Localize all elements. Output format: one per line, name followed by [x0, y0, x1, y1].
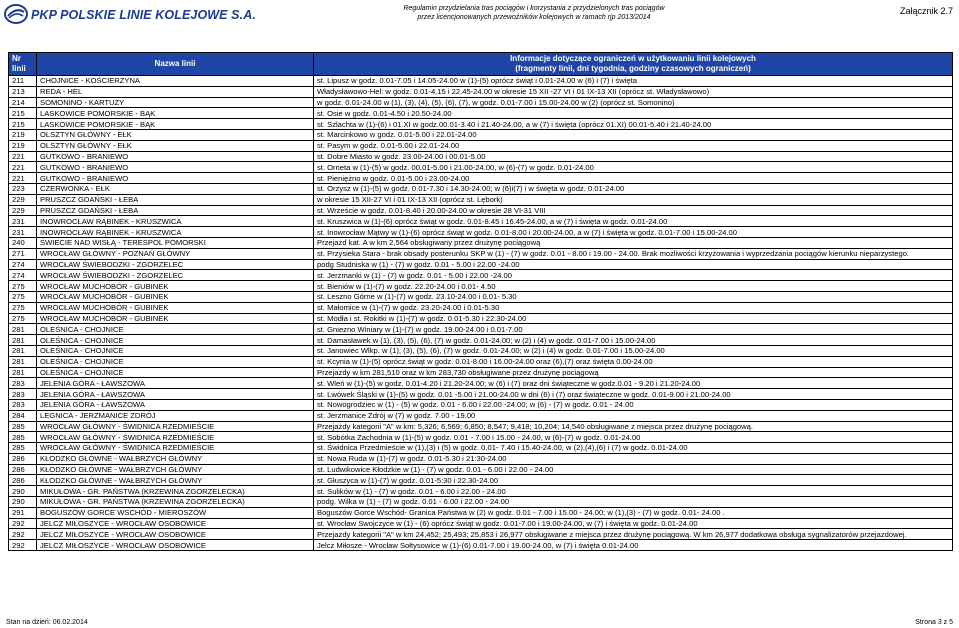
table-row: [9, 324, 953, 335]
line-name-cell: LASKOWICE POMORSKIE - BĄK: [37, 119, 314, 130]
line-name-cell: CHOJNICE - KOŚCIERZYNA: [37, 76, 314, 87]
line-number-cell: 215: [9, 119, 37, 130]
line-number-cell: 281: [9, 367, 37, 378]
annex-label: Załącznik 2.7: [899, 6, 953, 16]
table-row: [9, 345, 953, 356]
restriction-info-cell: st. Damasławek w (1), (3), (5), (6), (7) w godz. 0.01-24.00; w (2) i (4) w godz. 0.01-7.00 i 15.00-24.00: [314, 335, 953, 346]
restriction-info-cell: st. Bieniów w (1)-(7) w godz. 22.20-24.00 i 0.01- 4.50: [314, 281, 953, 292]
table-row: [9, 140, 953, 151]
column-header-info: [314, 53, 953, 76]
line-number-cell: 275: [9, 291, 37, 302]
restriction-info-cell: st. Jerzmanki w (1) - (7) w godz. 0.01 - 5.00 i 22.00 -24.00: [314, 270, 953, 281]
line-number-cell: 283: [9, 378, 37, 389]
line-name-cell: OLSZTYN GŁÓWNY - EŁK: [37, 140, 314, 151]
restriction-info-cell: st. Sobótka Zachodnia w (1)-(5) w godz. 0.01 - 7.00 i 15.00 - 24.00, w (6)-(7) w godz. 0.01-24.00: [314, 432, 953, 443]
restriction-info-cell: podg Studniska w (1) - (7) w godz. 0.01 - 5.00 i 22.00 -24.00: [314, 259, 953, 270]
line-name-cell: PRUSZCZ GDAŃSKI - ŁEBA: [37, 205, 314, 216]
table-row: [9, 453, 953, 464]
line-name-cell: CZERWONKA - EŁK: [37, 183, 314, 194]
table-row: [9, 464, 953, 475]
table-row: [9, 529, 953, 540]
line-number-cell: 231: [9, 227, 37, 238]
line-number-cell: 213: [9, 86, 37, 97]
restriction-info-cell: w okresie 15 XII-27 VI i 01 IX-13 XII (oprócz st. Lębork): [314, 194, 953, 205]
line-name-cell: INOWROCŁAW RĄBINEK - KRUSZWICA: [37, 216, 314, 227]
restriction-info-cell: st. Osie w godz. 0.01-4.50 i 20.50-24.00: [314, 108, 953, 119]
line-name-cell: LASKOWICE POMORSKIE - BĄK: [37, 108, 314, 119]
line-name-cell: JELCZ MIŁOSZYCE - WROCŁAW OSOBOWICE: [37, 529, 314, 540]
line-number-cell: 292: [9, 518, 37, 529]
column-header-nr: Nr linii: [9, 53, 37, 76]
restriction-info-cell: st. Kruszwica w (1)-(6) oprócz świąt w godz. 0.01-8.45 i 16.45-24.00, a w (7) i święta w godz. 0.01-24.00: [314, 216, 953, 227]
line-number-cell: 214: [9, 97, 37, 108]
table-row: [9, 443, 953, 454]
restriction-info-cell: st. Pasym w godz. 0.01-5.00 i 22.01-24.00: [314, 140, 953, 151]
line-name-cell: KŁODZKO GŁÓWNE - WAŁBRZYCH GŁÓWNY: [37, 464, 314, 475]
line-number-cell: 281: [9, 356, 37, 367]
restriction-info-cell: st. Kcynia w (1)-(5) oprócz świąt w godz. 0.01-8.00 i 16.00-24.00 oraz (6),(7) oraz święta 0.00-24.00: [314, 356, 953, 367]
line-name-cell: GUTKOWO - BRANIEWO: [37, 173, 314, 184]
line-number-cell: 284: [9, 410, 37, 421]
line-number-cell: 286: [9, 475, 37, 486]
table-row: [9, 151, 953, 162]
table-row: [9, 421, 953, 432]
line-number-cell: 219: [9, 129, 37, 140]
line-number-cell: 223: [9, 183, 37, 194]
table-row: [9, 518, 953, 529]
table-row: [9, 237, 953, 248]
line-name-cell: WROCŁAW GŁÓWNY - ŚWIDNICA RZEDMIEŚCIE: [37, 421, 314, 432]
restriction-info-cell: w godz. 0.01-24.00 w (1), (3), (4), (5), (6), (7), w godz. 0.01-7.00 i 15.00-24.00 w (2) (oprócz st. Somonino): [314, 97, 953, 108]
restriction-info-cell: st. Modła i st. Rokitki w (1)-(7) w godz. 0.01-5.30 i 22.30-24.00: [314, 313, 953, 324]
line-number-cell: 229: [9, 205, 37, 216]
restriction-info-cell: Jelcz Miłosze - Wrocław Sołtysowice w (1)-(6) 0.01-7.00 i 19.00-24.00, w (7) i święta 0.01-24.00: [314, 540, 953, 551]
restriction-info-cell: st. Wrzeście w godz. 0.01-8.40 i 20.00-24.00 w okresie 28 VI-31 VIII: [314, 205, 953, 216]
line-name-cell: WROCŁAW MUCHOBÓR - GUBINEK: [37, 291, 314, 302]
line-number-cell: 292: [9, 529, 37, 540]
table-row: [9, 313, 953, 324]
table-row: [9, 86, 953, 97]
line-name-cell: INOWROCŁAW RĄBINEK - KRUSZWICA: [37, 227, 314, 238]
line-name-cell: KŁODZKO GŁÓWNE - WAŁBRZYCH GŁÓWNY: [37, 475, 314, 486]
restriction-info-cell: st. Lwówek Śląski w (1)-(5) w godz. 0.01 -5.00 i 21.00-24.00 w dni (6) i (7) oraz świąteczne w godz. 0.01-9.00 i 21.00-24.00: [314, 389, 953, 400]
restriction-info-cell: st. Leszno Górne w (1)-(7) w godz. 23.10-24.00 i 0.01- 5.30: [314, 291, 953, 302]
line-number-cell: 221: [9, 173, 37, 184]
table-row: [9, 432, 953, 443]
line-number-cell: 271: [9, 248, 37, 259]
line-number-cell: 281: [9, 335, 37, 346]
line-name-cell: GUTKOWO - BRANIEWO: [37, 162, 314, 173]
line-name-cell: SOMONINO - KARTUZY: [37, 97, 314, 108]
restriction-info-cell: Boguszów Gorce Wschód- Granica Państwa w (2) w godz. 0.01 - 7.00 i 15.00 - 24.00; w (1),(3) - (7) w godz. 0.01- 24.00 .: [314, 507, 953, 518]
line-name-cell: JELENIA GÓRA - ŁAWSZOWA: [37, 399, 314, 410]
table-row: [9, 119, 953, 130]
line-number-cell: 285: [9, 432, 37, 443]
restriction-info-cell: st. Lipusz w godz. 0.01-7.05 i 14.05-24.00 w (1)-(5) oprócz świąt i 0.01-24.00 w (6) i (7) i święta: [314, 76, 953, 87]
line-name-cell: WROCŁAW GŁÓWNY - POZNAŃ GŁÓWNY: [37, 248, 314, 259]
line-number-cell: 240: [9, 237, 37, 248]
restriction-info-cell: st. Marcinkowo w godz. 0.01-5.00 i 22.01-24.00: [314, 129, 953, 140]
pkp-logo: [4, 3, 256, 27]
line-number-cell: 275: [9, 302, 37, 313]
line-name-cell: WROCŁAW MUCHOBÓR - GUBINEK: [37, 313, 314, 324]
line-name-cell: OLEŚNICA - CHOJNICE: [37, 324, 314, 335]
line-number-cell: 211: [9, 76, 37, 87]
table-row: [9, 302, 953, 313]
restriction-info-cell: st. Szlachta w (1)-(6) i 01.XI w godz.00.01-3.40 i 21.40-24.00, a w (7) i święta (oprócz 01.XI) 00.01-5.40 i 21.40-24.00: [314, 119, 953, 130]
table-row: [9, 183, 953, 194]
table-row: [9, 410, 953, 421]
table-row: [9, 335, 953, 346]
line-number-cell: 285: [9, 443, 37, 454]
line-name-cell: OLEŚNICA - CHOJNICE: [37, 356, 314, 367]
table-row: [9, 497, 953, 508]
restriction-info-cell: st. Nowa Ruda w (1)-(7) w godz. 0.01-5.30 i 21:30-24.00: [314, 453, 953, 464]
line-number-cell: 281: [9, 324, 37, 335]
logo-text: PKP POLSKIE LINIE KOLEJOWE S.A.: [31, 8, 256, 22]
restriction-info-cell: st. Małomice w (1)-(7) w godz. 23.20-24.00 i 0.01-5.30: [314, 302, 953, 313]
line-name-cell: OLEŚNICA - CHOJNICE: [37, 335, 314, 346]
pkp-logo-icon: [4, 3, 28, 25]
line-name-cell: OLSZTYN GŁÓWNY - EŁK: [37, 129, 314, 140]
table-row: [9, 205, 953, 216]
restriction-info-cell: st. Pieniężno w godz. 0.01-5.00 i 23.00-24.00: [314, 173, 953, 184]
footer-page-number: Strona 3 z 5: [915, 619, 953, 626]
column-header-info-line-1: Informacje dotyczące ograniczeń w użytkowaniu linii kolejowych: [510, 54, 756, 63]
table-row: [9, 281, 953, 292]
line-name-cell: MIKUŁOWA - GR. PAŃSTWA (KRZEWINA ZGORZELECKA): [37, 486, 314, 497]
line-number-cell: 283: [9, 399, 37, 410]
line-number-cell: 281: [9, 345, 37, 356]
line-name-cell: KŁODZKO GŁÓWNE - WAŁBRZYCH GŁÓWNY: [37, 453, 314, 464]
regulation-line-1: Regulamin przydzielania tras pociągów i korzystania z przydzielonych tras pociągów: [403, 5, 665, 12]
line-name-cell: BOGUSZÓW GORCE WSCHÓD - MIEROSZÓW: [37, 507, 314, 518]
restriction-info-cell: st. Wrocław Swojczyce w (1) - (6) oprócz świąt w godz. 0.01-7.00 i 19.00-24.00, w (7) i święta w godz. 0.01-24.00: [314, 518, 953, 529]
table-row: [9, 129, 953, 140]
line-name-cell: WROCŁAW MUCHOBÓR - GUBINEK: [37, 302, 314, 313]
table-row: [9, 97, 953, 108]
line-name-cell: MIKUŁOWA - GR. PAŃSTWA (KRZEWINA ZGORZELECKA): [37, 497, 314, 508]
line-name-cell: WROCŁAW MUCHOBÓR - GUBINEK: [37, 281, 314, 292]
table-row: [9, 540, 953, 551]
table-row: [9, 356, 953, 367]
table-row: [9, 270, 953, 281]
restriction-info-cell: st. Świdnica Przedmieście w (1),(3) i (5) w godz. 0.01- 7.40 i 15.40-24.00, w (2),(4),(6) i (7) w godz. 0.01-24.00: [314, 443, 953, 454]
restriction-info-cell: Przejazdy w km 281,510 oraz w km 283,730 obsługiwane przez drużynę pociągową: [314, 367, 953, 378]
table-row: [9, 248, 953, 259]
table-row: [9, 367, 953, 378]
line-name-cell: WROCŁAW GŁÓWNY - ŚWIDNICA RZEDMIEŚCIE: [37, 432, 314, 443]
restriction-info-cell: st. Głuszyca w (1)-(7) w godz. 0.01-5:30 i 22.30-24.00: [314, 475, 953, 486]
table-row: [9, 173, 953, 184]
line-number-cell: 291: [9, 507, 37, 518]
restrictions-table: [8, 52, 953, 551]
line-name-cell: OLEŚNICA - CHOJNICE: [37, 345, 314, 356]
restriction-info-cell: Przejazd kat. A w km 2,564 obsługiwany przez drużynę pociągową: [314, 237, 953, 248]
restriction-info-cell: st. Janowiec Wlkp. w (1), (3), (5), (6), (7) w godz. 0.01-24.00; w (2) i (4) w godz. 0.01-7.00 i 15.00-24.00: [314, 345, 953, 356]
line-name-cell: JELENIA GÓRA - ŁAWSZOWA: [37, 378, 314, 389]
line-number-cell: 221: [9, 162, 37, 173]
line-number-cell: 229: [9, 194, 37, 205]
line-name-cell: LEGNICA - JERZMANICE ZDRÓJ: [37, 410, 314, 421]
page-header: [0, 0, 959, 28]
footer-date: Stan na dzień: 06.02.2014: [6, 619, 88, 626]
table-row: [9, 259, 953, 270]
line-name-cell: WROCŁAW GŁÓWNY - ŚWIDNICA RZEDMIEŚCIE: [37, 443, 314, 454]
line-number-cell: 290: [9, 486, 37, 497]
restriction-info-cell: st. Przysieka Stara - brak obsady posterunku SKP w (1) - (7) w godz. 0.01 - 8.00 i 19.00 - 24.00. Brak możliwości krzyżowania i wyprzedzania pociągów kierunku nieparzystego.: [314, 248, 953, 259]
line-number-cell: 221: [9, 151, 37, 162]
line-name-cell: OLEŚNICA - CHOJNICE: [37, 367, 314, 378]
table-row: [9, 194, 953, 205]
line-name-cell: WROCŁAW ŚWIEBODZKI - ZGORZELEC: [37, 270, 314, 281]
table-row: [9, 216, 953, 227]
line-name-cell: JELCZ MIŁOSZYCE - WROCŁAW OSOBOWICE: [37, 540, 314, 551]
line-number-cell: 292: [9, 540, 37, 551]
line-number-cell: 285: [9, 421, 37, 432]
line-number-cell: 275: [9, 281, 37, 292]
restriction-info-cell: podg. Wilka w (1) - (7) w godz. 0.01 - 6.00 i 22.00 - 24.00: [314, 497, 953, 508]
line-number-cell: 215: [9, 108, 37, 119]
restriction-info-cell: st. Orzysz w (1)-(5) w godz. 0.01-7.30 i 14.30-24.00; w (6)i(7) i w święta w godz. 0.01-24.00: [314, 183, 953, 194]
table-body: [9, 76, 953, 551]
regulation-title: [384, 4, 684, 22]
line-number-cell: 275: [9, 313, 37, 324]
table-row: [9, 486, 953, 497]
line-number-cell: 283: [9, 389, 37, 400]
table-row: [9, 291, 953, 302]
line-name-cell: JELCZ MIŁOSZYCE - WROCŁAW OSOBOWICE: [37, 518, 314, 529]
restriction-info-cell: st. Gniezno Winiary w (1)-(7) w godz. 19.00-24.00 i 0.01-7.00: [314, 324, 953, 335]
restriction-info-cell: st. Orneta w (1)-(5) w godz. 00.01-5.00 i 21.00-24.00, w (6)-(7) w godz. 0.01-24.00: [314, 162, 953, 173]
line-number-cell: 231: [9, 216, 37, 227]
table-row: [9, 507, 953, 518]
line-number-cell: 219: [9, 140, 37, 151]
table-row: [9, 389, 953, 400]
table-row: [9, 76, 953, 87]
line-number-cell: 290: [9, 497, 37, 508]
restriction-info-cell: st. Inowrocław Mątwy w (1)-(6) oprócz świąt w godz. 0.01-8.00 i 20.00-24.00, a w (7) i święta w godz. 0.01-7.00 i 15.00-24.00: [314, 227, 953, 238]
column-header-info-line-2: (fragmenty linii, dni tygodnia, godziny czasowych ograniczeń): [515, 64, 751, 73]
restriction-info-cell: Władysławowo-Hel: w godz. 0.01-4.15 i 22.45-24.00 w okresie 15 XII -27 VI i 01 IX-13 XII (oprócz st. Władysławowo): [314, 86, 953, 97]
line-name-cell: JELENIA GÓRA - ŁAWSZOWA: [37, 389, 314, 400]
line-number-cell: 286: [9, 464, 37, 475]
restriction-info-cell: Przejazdy kategorii "A" w km 24,452; 25,493; 25,853 i 26,977 obsługiwane z miejsca przez drużynę pociągową. W km 26,977 dodatkowa obsługa sygnalizatorów przejazdowej.: [314, 529, 953, 540]
line-name-cell: REDA - HEL: [37, 86, 314, 97]
line-number-cell: 274: [9, 270, 37, 281]
table-row: [9, 162, 953, 173]
restriction-info-cell: st. Jerzmanice Zdrój w (7) w godz. 7.00 - 19.00: [314, 410, 953, 421]
line-name-cell: PRUSZCZ GDAŃSKI - ŁEBA: [37, 194, 314, 205]
table-header-row: [9, 53, 953, 76]
restriction-info-cell: st. Dobre Miasto w godz. 23.00-24.00 i 00.01-5.00: [314, 151, 953, 162]
table-row: [9, 399, 953, 410]
line-name-cell: WROCŁAW ŚWIEBODZKI - ZGORZELEC: [37, 259, 314, 270]
line-number-cell: 286: [9, 453, 37, 464]
column-header-name: Nazwa linii: [37, 53, 314, 76]
table-row: [9, 227, 953, 238]
line-name-cell: ŚWIECIE NAD WISŁĄ - TERESPOL POMORSKI: [37, 237, 314, 248]
line-name-cell: GUTKOWO - BRANIEWO: [37, 151, 314, 162]
table-row: [9, 475, 953, 486]
table-row: [9, 108, 953, 119]
restriction-info-cell: st. Nowogrodziec w (1) - (5) w godz. 0.01 - 6.00 i 22.00 -24.00; w (6) - (7) w godz. 0.01 - 24.00: [314, 399, 953, 410]
regulation-line-2: przez licencjonowanych przewoźników kolejowych w ramach rjp 2013/2014: [417, 14, 651, 21]
restriction-info-cell: st. Wleń w (1)-(5) w godz. 0.01-4.20 i 21.20-24.00; w (6) i (7) oraz dni świąteczne w godz.0.01 - 9.20 i 21.20-24.00: [314, 378, 953, 389]
line-number-cell: 274: [9, 259, 37, 270]
restriction-info-cell: Przejazdy kategorii "A" w km: 5,326; 6,569; 6,850; 8,547; 9,418; 10,204; 14,540 obsługiwane z miejsca przez drużynę pociągową.: [314, 421, 953, 432]
restriction-info-cell: st. Ludwikowice Kłodzkie w (1) - (7) w godz. 0.01 - 6.00 i 22.00 - 24.00: [314, 464, 953, 475]
restriction-info-cell: st. Sulików w (1) - (7) w godz. 0.01 - 6.00 i 22.00 - 24.00: [314, 486, 953, 497]
table-row: [9, 378, 953, 389]
